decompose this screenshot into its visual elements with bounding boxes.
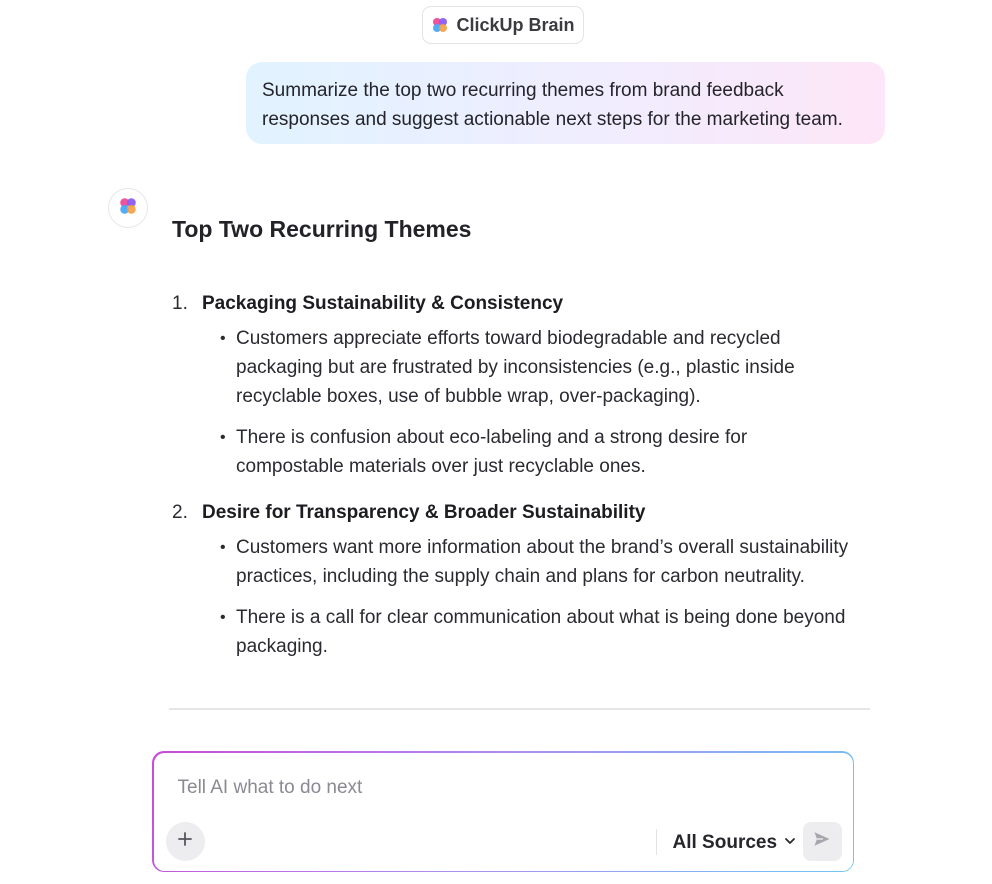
send-icon <box>812 829 832 854</box>
bullet-dot: • <box>220 539 226 556</box>
assistant-response <box>172 212 872 657</box>
theme-title: Packaging Sustainability & Consistency <box>202 293 564 314</box>
assistant-avatar <box>108 188 148 228</box>
bullet-dot: • <box>220 330 226 347</box>
bullet-text: Customers want more information about the brand’s overall sustainability practices, including the supply chain and plans for carbon neutrality. <box>236 537 849 587</box>
bullet-text: There is confusion about eco-labeling and a strong desire for compostable materials over just recyclable ones. <box>236 427 748 477</box>
theme-title: Desire for Transparency & Broader Sustainability <box>202 502 646 523</box>
clickup-brain-logo-icon <box>431 16 449 34</box>
bullet-text: There is a call for clear communication about what is being done beyond packaging. <box>236 607 846 657</box>
sources-dropdown[interactable] <box>673 830 798 856</box>
user-message-bubble <box>246 62 885 144</box>
bullet-item <box>220 324 872 411</box>
clickup-brain-logo-icon <box>118 196 138 221</box>
composer-body <box>154 753 853 871</box>
theme-heading <box>172 498 872 527</box>
chevron-down-icon <box>783 832 797 854</box>
bullet-item <box>220 533 872 591</box>
theme-heading <box>172 289 872 318</box>
add-button[interactable] <box>166 822 205 861</box>
theme-bullets <box>220 533 872 661</box>
response-divider <box>169 708 870 710</box>
send-button[interactable] <box>803 822 842 861</box>
bullet-dot: • <box>220 609 226 626</box>
theme-number: 1. <box>172 293 188 314</box>
bullet-text: Customers appreciate efforts toward biodegradable and recycled packaging but are frustrated by inconsistencies (e.g., plastic inside recyclable boxes, use of bubble wrap, over-packaging). <box>236 328 795 407</box>
user-message-text: Summarize the top two recurring themes from brand feedback responses and suggest actionable next steps for the marketing team. <box>262 80 843 130</box>
theme-item <box>172 289 872 481</box>
bullet-dot: • <box>220 429 226 446</box>
theme-number: 2. <box>172 502 188 523</box>
prompt-input[interactable] <box>178 775 818 801</box>
sources-label: All Sources <box>672 831 778 853</box>
toolbar-separator <box>656 829 657 855</box>
plus-icon <box>177 831 193 852</box>
bullet-item <box>220 603 872 661</box>
prompt-composer <box>152 751 854 872</box>
theme-bullets <box>220 324 872 481</box>
brand-header <box>422 6 584 44</box>
brand-name: ClickUp Brain <box>456 14 575 35</box>
theme-item <box>172 498 872 661</box>
bullet-item <box>220 423 872 481</box>
response-title: Top Two Recurring Themes <box>172 216 472 242</box>
